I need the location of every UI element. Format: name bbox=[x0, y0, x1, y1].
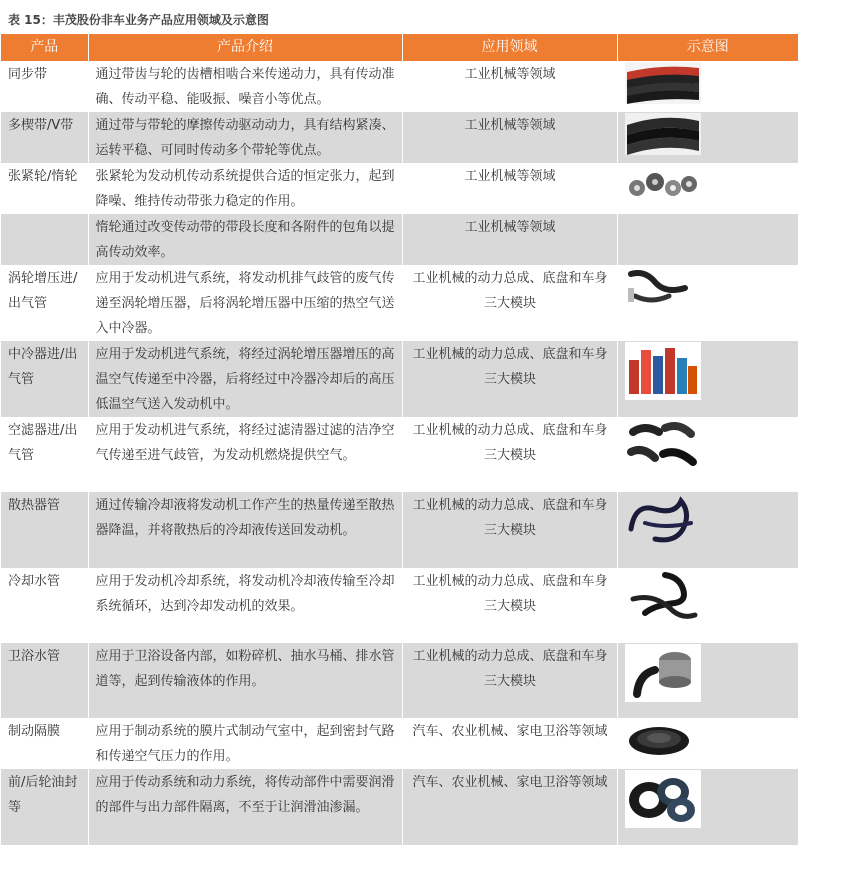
application-field: 工业机械的动力总成、底盘和车身三大模块 bbox=[402, 265, 617, 341]
product-description: 应用于发动机冷却系统，将发动机冷却液传输至冷却系统循环，达到冷却发动机的效果。 bbox=[88, 568, 402, 643]
product-name: 制动隔膜 bbox=[1, 718, 88, 769]
product-name: 空滤器进/出气管 bbox=[1, 417, 88, 492]
table-header-row bbox=[1, 34, 798, 61]
radiator-hose-icon bbox=[625, 493, 701, 549]
product-name: 冷却水管 bbox=[1, 568, 88, 643]
product-description: 应用于制动系统的膜片式制动气室中，起到密封气路和传递空气压力的作用。 bbox=[88, 718, 402, 769]
application-field: 工业机械等领域 bbox=[402, 214, 617, 265]
tensioner-pulley-icon bbox=[625, 164, 701, 206]
table-row bbox=[1, 417, 798, 492]
product-description: 惰轮通过改变传动带的带段长度和各附件的包角以提高传动效率。 bbox=[88, 214, 402, 265]
product-name: 涡轮增压进/出气管 bbox=[1, 265, 88, 341]
product-name bbox=[1, 214, 88, 265]
table-row bbox=[1, 568, 798, 643]
application-field: 工业机械等领域 bbox=[402, 61, 617, 112]
application-field: 汽车、农业机械、家电卫浴等领域 bbox=[402, 718, 617, 769]
application-field: 工业机械等领域 bbox=[402, 163, 617, 214]
product-description: 应用于发动机进气系统，将发动机排气歧管的废气传递至涡轮增压器，后将涡轮增压器中压缩的热空气送入中冷器。 bbox=[88, 265, 402, 341]
product-description: 通过传输冷却液将发动机工作产生的热量传递至散热器降温，并将散热后的冷却液传送回发动机。 bbox=[88, 492, 402, 568]
air-filter-hose-icon bbox=[625, 418, 701, 474]
product-description: 通过带齿与轮的齿槽相啮合来传递动力，具有传动准确、传动平稳、能吸振、噪音小等优点。 bbox=[88, 61, 402, 112]
product-description: 通过带与带轮的摩擦传动驱动动力，具有结构紧凑、运转平稳、可同时传动多个带轮等优点。 bbox=[88, 112, 402, 163]
product-table bbox=[1, 34, 798, 845]
application-field: 工业机械的动力总成、底盘和车身三大模块 bbox=[402, 341, 617, 417]
product-description: 应用于卫浴设备内部，如粉碎机、抽水马桶、排水管道等，起到传输液体的作用。 bbox=[88, 643, 402, 718]
table-row bbox=[1, 61, 798, 112]
application-field: 工业机械的动力总成、底盘和车身三大模块 bbox=[402, 568, 617, 643]
header-product: 产品 bbox=[1, 34, 88, 61]
brake-diaphragm-icon bbox=[625, 719, 701, 759]
product-description: 应用于发动机进气系统，将经过涡轮增压器增压的高温空气传递至中冷器，后将经过中冷器冷却后的高压低温空气送入发动机中。 bbox=[88, 341, 402, 417]
oil-seal-icon bbox=[625, 770, 701, 828]
turbo-hose-icon bbox=[625, 266, 701, 310]
product-description: 应用于发动机进气系统，将经过滤清器过滤的洁净空气传递至进气歧管，为发动机燃烧提供空气。 bbox=[88, 417, 402, 492]
table-row bbox=[1, 112, 798, 163]
product-name: 同步带 bbox=[1, 61, 88, 112]
table-row bbox=[1, 265, 798, 341]
header-illustration: 示意图 bbox=[617, 34, 798, 61]
table-row bbox=[1, 643, 798, 718]
application-field: 工业机械的动力总成、底盘和车身三大模块 bbox=[402, 492, 617, 568]
product-name: 前/后轮油封等 bbox=[1, 769, 88, 845]
header-description: 产品介绍 bbox=[88, 34, 402, 61]
application-field: 工业机械的动力总成、底盘和车身三大模块 bbox=[402, 417, 617, 492]
product-name: 多楔带/V带 bbox=[1, 112, 88, 163]
intercooler-hose-icon bbox=[625, 342, 701, 400]
product-name: 散热器管 bbox=[1, 492, 88, 568]
sanitary-hose-icon bbox=[625, 644, 701, 702]
product-name: 张紧轮/惰轮 bbox=[1, 163, 88, 214]
table-row bbox=[1, 163, 798, 214]
timing-belt-icon bbox=[625, 62, 701, 104]
application-field: 汽车、农业机械、家电卫浴等领域 bbox=[402, 769, 617, 845]
table-row bbox=[1, 492, 798, 568]
header-application: 应用领域 bbox=[402, 34, 617, 61]
table-row bbox=[1, 214, 798, 265]
product-name: 中冷器进/出气管 bbox=[1, 341, 88, 417]
product-description: 应用于传动系统和动力系统，将传动部件中需要润滑的部件与出力部件隔离，不至于让润滑油渗漏。 bbox=[88, 769, 402, 845]
product-description: 张紧轮为发动机传动系统提供合适的恒定张力，起到降噪、维持传动带张力稳定的作用。 bbox=[88, 163, 402, 214]
table-caption: 表 15：丰茂股份非车业务产品应用领域及示意图 bbox=[8, 13, 269, 27]
application-field: 工业机械的动力总成、底盘和车身三大模块 bbox=[402, 643, 617, 718]
v-belt-icon bbox=[625, 113, 701, 155]
table-row bbox=[1, 718, 798, 769]
coolant-hose-icon bbox=[625, 569, 701, 625]
application-field: 工业机械等领域 bbox=[402, 112, 617, 163]
table-row bbox=[1, 341, 798, 417]
product-name: 卫浴水管 bbox=[1, 643, 88, 718]
table-row bbox=[1, 769, 798, 845]
